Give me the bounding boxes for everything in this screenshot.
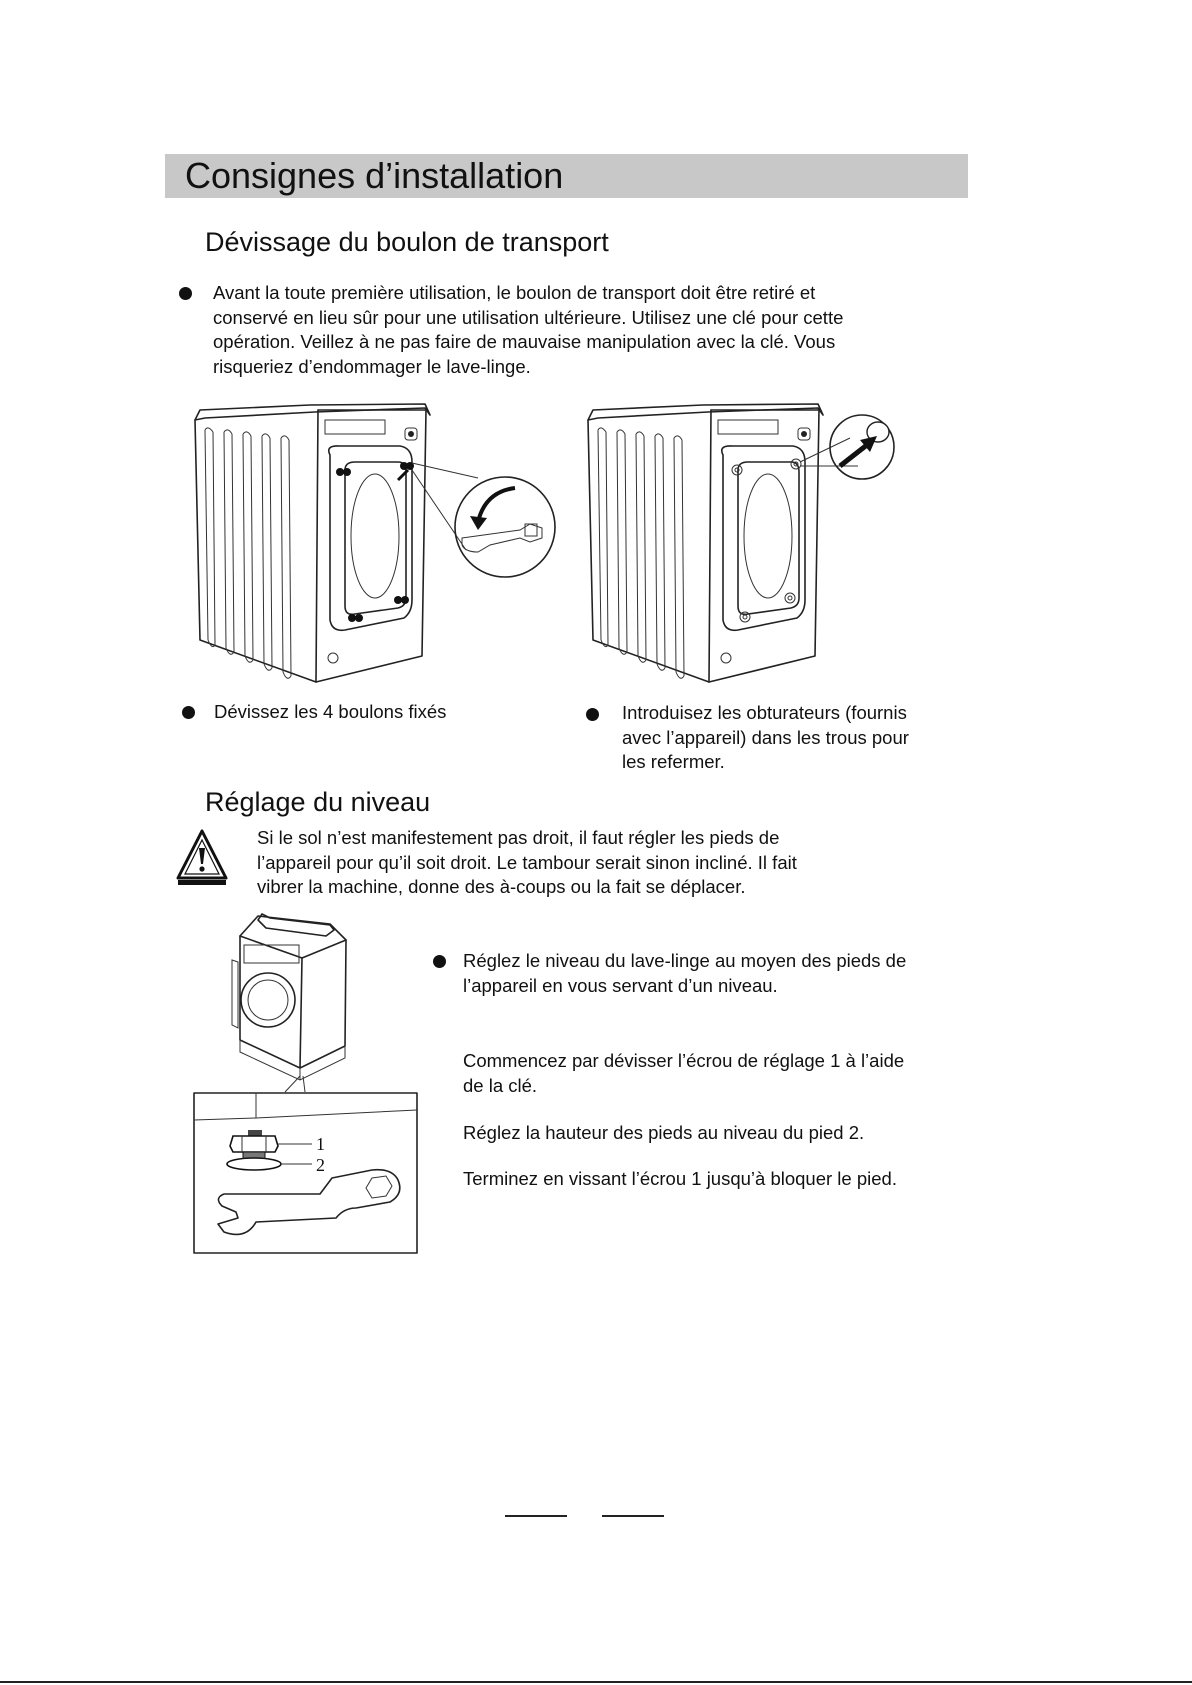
caption-right-line: avec l’appareil) dans les trous pour — [622, 726, 909, 748]
transport-intro-line: conservé en lieu sûr pour une utilisation ultérieure. Utilisez une clé pour cette — [213, 306, 844, 328]
warning-line: vibrer la machine, donne des à-coups ou la fait se déplacer. — [257, 876, 746, 897]
transport-heading: Dévissage du boulon de transport — [205, 227, 609, 257]
transport-intro-line: Avant la toute première utilisation, le boulon de transport doit être retiré et — [213, 282, 816, 303]
page-bottom-rule — [0, 1681, 1192, 1683]
footer-rule-right — [602, 1515, 664, 1517]
warning-line: Si le sol n’est manifestement pas droit, il faut régler les pieds de — [257, 827, 780, 848]
leveling-heading: Réglage du niveau — [205, 787, 431, 817]
caption-right-line: Introduisez les obturateurs (fournis — [622, 702, 907, 723]
leveling-bullet-line: l’appareil en vous servant d’un niveau. — [463, 974, 778, 996]
leveling-step-2: Réglez la hauteur des pieds au niveau du pied 2. — [463, 1122, 865, 1143]
step-1-line: Commencez par dévisser l’écrou de réglage 1 à l’aide — [463, 1050, 905, 1071]
leveling-step-1 — [463, 1049, 983, 1098]
caption-right-line: les refermer. — [622, 751, 725, 772]
transport-intro-line: risqueriez d’endommager le lave-linge. — [213, 355, 531, 377]
step-1-line: de la clé. — [463, 1074, 538, 1096]
warning-line: l’appareil pour qu’il soit droit. Le tambour serait sinon incliné. Il fait — [257, 851, 797, 873]
leveling-bullet — [463, 949, 983, 998]
footer-rule-left — [505, 1515, 567, 1517]
page-title: Consignes d’installation — [185, 155, 564, 196]
bullet-dot-icon — [433, 955, 446, 968]
part-label-1: 1 — [316, 1134, 325, 1154]
leveling-bullet-line: Réglez le niveau du lave-linge au moyen des pieds de — [463, 950, 907, 971]
caption-left: Dévissez les 4 boulons fixés — [214, 701, 447, 722]
leveling-step-3: Terminez en vissant l’écrou 1 jusqu’à bloquer le pied. — [463, 1168, 897, 1189]
transport-intro-line: opération. Veillez à ne pas faire de mauvaise manipulation avec la clé. Vous — [213, 331, 836, 352]
part-label-2: 2 — [316, 1155, 325, 1175]
